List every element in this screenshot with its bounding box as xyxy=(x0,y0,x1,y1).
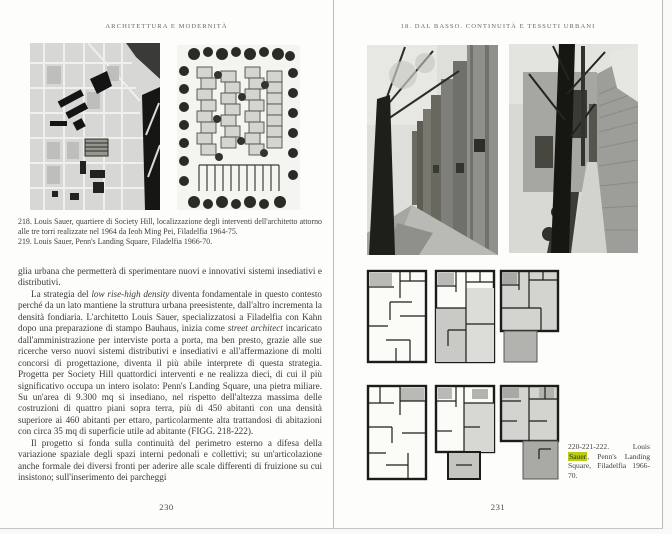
society-hill-map-figure xyxy=(30,43,160,210)
outside-margin-bottom xyxy=(0,529,663,534)
page-number-right: 231 xyxy=(490,502,506,512)
floor-plan-2 xyxy=(434,268,496,365)
paragraph-1: glia urbana che permetterà di sperimentare nuovi e innovativi sistemi insediativi e distributivi. xyxy=(18,266,322,288)
floor-plan-6 xyxy=(499,383,560,482)
photo-illustration-1 xyxy=(367,45,498,255)
caption-220-222: 220-221-222. Louis Sauer, Penn's Landing Square, Filadelfia 1966-70. xyxy=(568,442,650,481)
page-number-left: 230 xyxy=(159,502,174,512)
floor-plan-5 xyxy=(434,383,496,482)
search-highlight: Sauer xyxy=(569,451,587,461)
running-header-right: 18. DAL BASSO. CONTINUITÀ E TESSUTI URBANI xyxy=(400,23,596,30)
floor-plan-1 xyxy=(366,268,428,365)
caption-218: 218. Louis Sauer, quartiere di Society Hill, localizzazione degli interventi dell'architetto attorno alle tre torri realizzate nel 1964 da Ieoh Ming Pei, Filadelfia 1964-75. xyxy=(18,217,322,236)
penns-landing-site-plan-figure xyxy=(177,45,300,210)
caption-219: 219. Louis Sauer, Penn's Landing Square, Filadelfia 1966-70. xyxy=(18,236,213,246)
body-text xyxy=(18,266,322,500)
street-photo-2 xyxy=(509,44,638,253)
page-left xyxy=(0,0,334,528)
site-plan-illustration xyxy=(177,45,300,210)
floor-plan-3 xyxy=(499,268,560,365)
floor-plan-4 xyxy=(366,383,428,482)
paragraph-2: La strategia del low rise-high density diventa fondamentale in questo contesto perché da un lato mantiene la struttura urbana preesistente, dall'altro incrementa la densità fondiaria. L'architetto Louis Sauer, specializzatosi a Filadelfia con Kahn dopo una preparazione di stampo Bauhaus, inizia come street architect incaricato dall'amministrazione per interviste porta a porta, ma ben presto, grazie alle sue ricerche verso nuovi sistemi distributivi e insediativi e all'affermazione di molti concorsi di progettazione, diventa il più abile interprete di questa strategia. Progetta per Society Hill quattordici interventi e ne realizza dieci, di cui il più significativo occupa un intero isolato: Penn's Landing Square, una pietra miliare. Su un'area di 9.300 mq si insediano, nel rispetto dell'altezza massima delle costruzioni di quattro piani sopra terra, più di 450 abitanti con una densità superiore ai 460 abitanti per ettaro, particolarmente alta trattandosi di abitazioni con circa 35 mq di superficie utile ad abitante (FIGG. 218-222). xyxy=(18,288,322,437)
figure-captions xyxy=(18,217,322,246)
running-header-left: ARCHITETTURA E MODERNITÀ xyxy=(105,23,228,30)
photo-illustration-2 xyxy=(509,44,638,253)
outside-margin-right xyxy=(663,0,672,534)
map-illustration xyxy=(30,43,160,210)
paragraph-3: Il progetto si fonda sulla continuità del perimetro esterno a difesa della variazione spaziale degli spazi interni pedonali e collettivi; su un'articolazione anche formale dei diversi fronti per aderire alle scale differenti di fruizione su cui insistono; sull'inserimento dei parcheggi xyxy=(18,437,322,483)
street-photo-1 xyxy=(367,45,498,255)
page-right xyxy=(334,0,663,528)
